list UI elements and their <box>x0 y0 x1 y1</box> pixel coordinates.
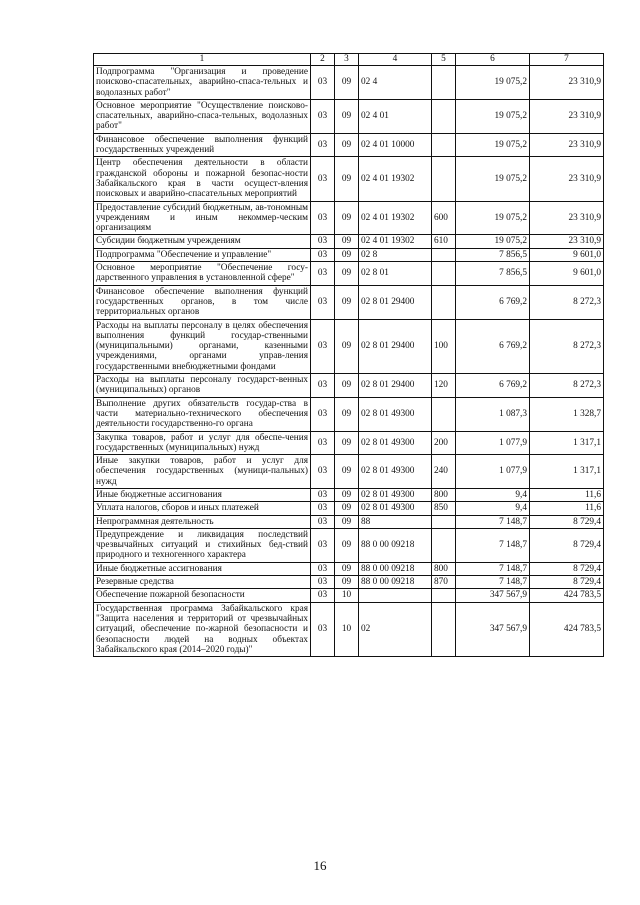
target-article-cell: 88 0 00 09218 <box>359 528 432 562</box>
amount-year2-cell: 424 783,5 <box>530 589 604 602</box>
expense-type-cell <box>432 515 456 528</box>
expense-type-cell: 200 <box>432 431 456 455</box>
amount-year1-cell: 19 075,2 <box>456 201 530 235</box>
table-row <box>94 515 604 528</box>
target-article-cell: 02 8 01 29400 <box>359 319 432 373</box>
table-row <box>94 133 604 157</box>
section-code-cell: 03 <box>311 397 335 431</box>
item-name-cell: Основное мероприятие "Осуществление поисково-спасательных, аварийно-спаса-тельных, водолазных работ" <box>94 99 311 133</box>
section-code-cell: 03 <box>311 455 335 489</box>
item-name-cell: Субсидии бюджетным учреждениям <box>94 235 311 248</box>
amount-year2-cell: 8 729,4 <box>530 562 604 575</box>
target-article-cell: 02 <box>359 602 432 656</box>
target-article-cell: 02 8 01 29400 <box>359 285 432 319</box>
target-article-cell: 02 8 01 <box>359 262 432 286</box>
expense-type-cell: 870 <box>432 576 456 589</box>
section-code-cell: 03 <box>311 133 335 157</box>
column-header: 6 <box>456 54 530 66</box>
amount-year1-cell: 19 075,2 <box>456 133 530 157</box>
section-code-cell: 03 <box>311 374 335 398</box>
amount-year1-cell: 1 077,9 <box>456 431 530 455</box>
expense-type-cell: 800 <box>432 488 456 501</box>
column-header: 7 <box>530 54 604 66</box>
target-article-cell: 02 8 01 29400 <box>359 374 432 398</box>
table-row <box>94 455 604 489</box>
amount-year1-cell: 19 075,2 <box>456 235 530 248</box>
section-code-cell: 03 <box>311 515 335 528</box>
amount-year1-cell: 6 769,2 <box>456 319 530 373</box>
column-header: 2 <box>311 54 335 66</box>
table-row <box>94 431 604 455</box>
expense-type-cell <box>432 66 456 100</box>
table-row <box>94 502 604 515</box>
amount-year2-cell: 8 729,4 <box>530 576 604 589</box>
item-name-cell: Иные бюджетные ассигнования <box>94 488 311 501</box>
table-row <box>94 157 604 201</box>
amount-year1-cell: 19 075,2 <box>456 157 530 201</box>
subsection-code-cell: 09 <box>335 285 359 319</box>
amount-year2-cell: 23 310,9 <box>530 99 604 133</box>
item-name-cell: Основное мероприятие "Обеспечение госу-дарственного управления в установленной сфере" <box>94 262 311 286</box>
table-row <box>94 319 604 373</box>
amount-year2-cell: 424 783,5 <box>530 602 604 656</box>
section-code-cell: 03 <box>311 589 335 602</box>
page-number: 16 <box>313 858 327 873</box>
amount-year1-cell: 9,4 <box>456 488 530 501</box>
expense-type-cell <box>432 589 456 602</box>
table-row <box>94 589 604 602</box>
item-name-cell: Уплата налогов, сборов и иных платежей <box>94 502 311 515</box>
subsection-code-cell: 09 <box>335 397 359 431</box>
section-code-cell: 03 <box>311 248 335 261</box>
table-row <box>94 99 604 133</box>
target-article-cell: 02 4 01 19302 <box>359 201 432 235</box>
table-row <box>94 562 604 575</box>
target-article-cell: 02 4 01 19302 <box>359 157 432 201</box>
target-article-cell: 02 8 <box>359 248 432 261</box>
item-name-cell: Расходы на выплаты персоналу в целях обеспечения выполнения функций государ-ственными (муниципальными) органами, казенными учреждениями, органами управ-ления государственными внебюджетными фондами <box>94 319 311 373</box>
item-name-cell: Финансовое обеспечение выполнения функций государственных органов, в том числе территориальных органов <box>94 285 311 319</box>
amount-year2-cell: 11,6 <box>530 488 604 501</box>
expense-type-cell <box>432 285 456 319</box>
table-row <box>94 374 604 398</box>
item-name-cell: Предоставление субсидий бюджетным, ав-тономным учреждениям и иным некоммер-ческим организациям <box>94 201 311 235</box>
target-article-cell: 02 8 01 49300 <box>359 455 432 489</box>
table-row <box>94 528 604 562</box>
expense-type-cell: 610 <box>432 235 456 248</box>
amount-year1-cell: 6 769,2 <box>456 285 530 319</box>
table-row <box>94 285 604 319</box>
subsection-code-cell: 09 <box>335 201 359 235</box>
item-name-cell: Предупреждение и ликвидация последствий чрезвычайных ситуаций и стихийных бед-ствий природного и техногенного характера <box>94 528 311 562</box>
target-article-cell: 02 4 01 <box>359 99 432 133</box>
amount-year1-cell: 7 856,5 <box>456 262 530 286</box>
target-article-cell: 02 8 01 49300 <box>359 488 432 501</box>
amount-year1-cell: 19 075,2 <box>456 99 530 133</box>
column-header: 3 <box>335 54 359 66</box>
amount-year1-cell: 9,4 <box>456 502 530 515</box>
section-code-cell: 03 <box>311 602 335 656</box>
amount-year2-cell: 8 729,4 <box>530 528 604 562</box>
target-article-cell: 88 <box>359 515 432 528</box>
section-code-cell: 03 <box>311 562 335 575</box>
expense-type-cell: 600 <box>432 201 456 235</box>
amount-year1-cell: 7 148,7 <box>456 515 530 528</box>
subsection-code-cell: 09 <box>335 562 359 575</box>
expense-type-cell <box>432 397 456 431</box>
expense-type-cell: 240 <box>432 455 456 489</box>
amount-year2-cell: 23 310,9 <box>530 133 604 157</box>
amount-year2-cell: 23 310,9 <box>530 235 604 248</box>
expense-type-cell: 850 <box>432 502 456 515</box>
target-article-cell: 02 4 01 19302 <box>359 235 432 248</box>
section-code-cell: 03 <box>311 319 335 373</box>
subsection-code-cell: 09 <box>335 133 359 157</box>
table-body <box>94 66 604 657</box>
item-name-cell: Непрограммная деятельность <box>94 515 311 528</box>
subsection-code-cell: 09 <box>335 66 359 100</box>
subsection-code-cell: 10 <box>335 589 359 602</box>
target-article-cell: 02 8 01 49300 <box>359 397 432 431</box>
item-name-cell: Закупка товаров, работ и услуг для обеспе-чения государственных (муниципальных) нужд <box>94 431 311 455</box>
target-article-cell: 88 0 00 09218 <box>359 562 432 575</box>
item-name-cell: Государственная программа Забайкальского края "Защита населения и территорий от чрезвычайных ситуаций, обеспечение по-жарной безопасности и безопасности людей на водных объектах Забайкальского края (2014–2020 годы)" <box>94 602 311 656</box>
subsection-code-cell: 09 <box>335 431 359 455</box>
table-row <box>94 66 604 100</box>
amount-year1-cell: 347 567,9 <box>456 602 530 656</box>
amount-year2-cell: 9 601,0 <box>530 262 604 286</box>
item-name-cell: Подпрограмма "Обеспечение и управление" <box>94 248 311 261</box>
amount-year1-cell: 7 148,7 <box>456 576 530 589</box>
column-header: 4 <box>359 54 432 66</box>
subsection-code-cell: 10 <box>335 602 359 656</box>
section-code-cell: 03 <box>311 235 335 248</box>
amount-year2-cell: 1 328,7 <box>530 397 604 431</box>
section-code-cell: 03 <box>311 201 335 235</box>
amount-year1-cell: 6 769,2 <box>456 374 530 398</box>
target-article-cell: 02 8 01 49300 <box>359 502 432 515</box>
subsection-code-cell: 09 <box>335 235 359 248</box>
item-name-cell: Подпрограмма "Организация и проведение поисково-спасательных, аварийно-спаса-тельных и водолазных работ" <box>94 66 311 100</box>
expense-type-cell <box>432 157 456 201</box>
item-name-cell: Иные закупки товаров, работ и услуг для обеспечения государственных (муници-пальных) нужд <box>94 455 311 489</box>
expense-type-cell <box>432 262 456 286</box>
amount-year2-cell: 23 310,9 <box>530 157 604 201</box>
amount-year1-cell: 7 856,5 <box>456 248 530 261</box>
amount-year2-cell: 8 729,4 <box>530 515 604 528</box>
amount-year2-cell: 9 601,0 <box>530 248 604 261</box>
expense-type-cell: 800 <box>432 562 456 575</box>
table-row <box>94 201 604 235</box>
target-article-cell: 02 4 01 10000 <box>359 133 432 157</box>
subsection-code-cell: 09 <box>335 157 359 201</box>
item-name-cell: Иные бюджетные ассигнования <box>94 562 311 575</box>
table-row <box>94 262 604 286</box>
column-header: 1 <box>94 54 311 66</box>
target-article-cell: 02 4 <box>359 66 432 100</box>
section-code-cell: 03 <box>311 431 335 455</box>
subsection-code-cell: 09 <box>335 576 359 589</box>
table-row <box>94 235 604 248</box>
section-code-cell: 03 <box>311 262 335 286</box>
subsection-code-cell: 09 <box>335 528 359 562</box>
amount-year1-cell: 7 148,7 <box>456 528 530 562</box>
expense-type-cell <box>432 528 456 562</box>
section-code-cell: 03 <box>311 66 335 100</box>
item-name-cell: Расходы на выплаты персоналу государст-венных (муниципальных) органов <box>94 374 311 398</box>
subsection-code-cell: 09 <box>335 319 359 373</box>
amount-year2-cell: 1 317,1 <box>530 455 604 489</box>
table-row <box>94 248 604 261</box>
section-code-cell: 03 <box>311 502 335 515</box>
expense-type-cell <box>432 602 456 656</box>
expense-type-cell <box>432 99 456 133</box>
item-name-cell: Обеспечение пожарной безопасности <box>94 589 311 602</box>
target-article-cell: 88 0 00 09218 <box>359 576 432 589</box>
target-article-cell <box>359 589 432 602</box>
section-code-cell: 03 <box>311 528 335 562</box>
amount-year1-cell: 1 087,3 <box>456 397 530 431</box>
subsection-code-cell: 09 <box>335 455 359 489</box>
subsection-code-cell: 09 <box>335 502 359 515</box>
amount-year1-cell: 19 075,2 <box>456 66 530 100</box>
amount-year2-cell: 1 317,1 <box>530 431 604 455</box>
section-code-cell: 03 <box>311 285 335 319</box>
table-row <box>94 397 604 431</box>
expense-type-cell: 120 <box>432 374 456 398</box>
expense-type-cell <box>432 133 456 157</box>
section-code-cell: 03 <box>311 488 335 501</box>
subsection-code-cell: 09 <box>335 248 359 261</box>
amount-year2-cell: 11,6 <box>530 502 604 515</box>
item-name-cell: Резервные средства <box>94 576 311 589</box>
subsection-code-cell: 09 <box>335 515 359 528</box>
amount-year2-cell: 23 310,9 <box>530 66 604 100</box>
amount-year1-cell: 1 077,9 <box>456 455 530 489</box>
column-header: 5 <box>432 54 456 66</box>
section-code-cell: 03 <box>311 157 335 201</box>
item-name-cell: Центр обеспечения деятельности в области гражданской обороны и пожарной безопас-ности Забайкальского края в части осущест-вления поисковых и аварийно-спасательных мероприятий <box>94 157 311 201</box>
amount-year1-cell: 7 148,7 <box>456 562 530 575</box>
table-row <box>94 576 604 589</box>
amount-year1-cell: 347 567,9 <box>456 589 530 602</box>
amount-year2-cell: 8 272,3 <box>530 285 604 319</box>
amount-year2-cell: 8 272,3 <box>530 319 604 373</box>
section-code-cell: 03 <box>311 99 335 133</box>
item-name-cell: Финансовое обеспечение выполнения функций государственных учреждений <box>94 133 311 157</box>
amount-year2-cell: 8 272,3 <box>530 374 604 398</box>
table-row <box>94 602 604 656</box>
subsection-code-cell: 09 <box>335 374 359 398</box>
subsection-code-cell: 09 <box>335 262 359 286</box>
target-article-cell: 02 8 01 49300 <box>359 431 432 455</box>
header-row <box>94 54 604 66</box>
expense-type-cell: 100 <box>432 319 456 373</box>
expense-type-cell <box>432 248 456 261</box>
budget-table <box>93 53 604 657</box>
amount-year2-cell: 23 310,9 <box>530 201 604 235</box>
section-code-cell: 03 <box>311 576 335 589</box>
item-name-cell: Выполнение других обязательств государ-ства в части материально-технического обеспечения деятельности государственно-го органа <box>94 397 311 431</box>
subsection-code-cell: 09 <box>335 99 359 133</box>
subsection-code-cell: 09 <box>335 488 359 501</box>
table-row <box>94 488 604 501</box>
